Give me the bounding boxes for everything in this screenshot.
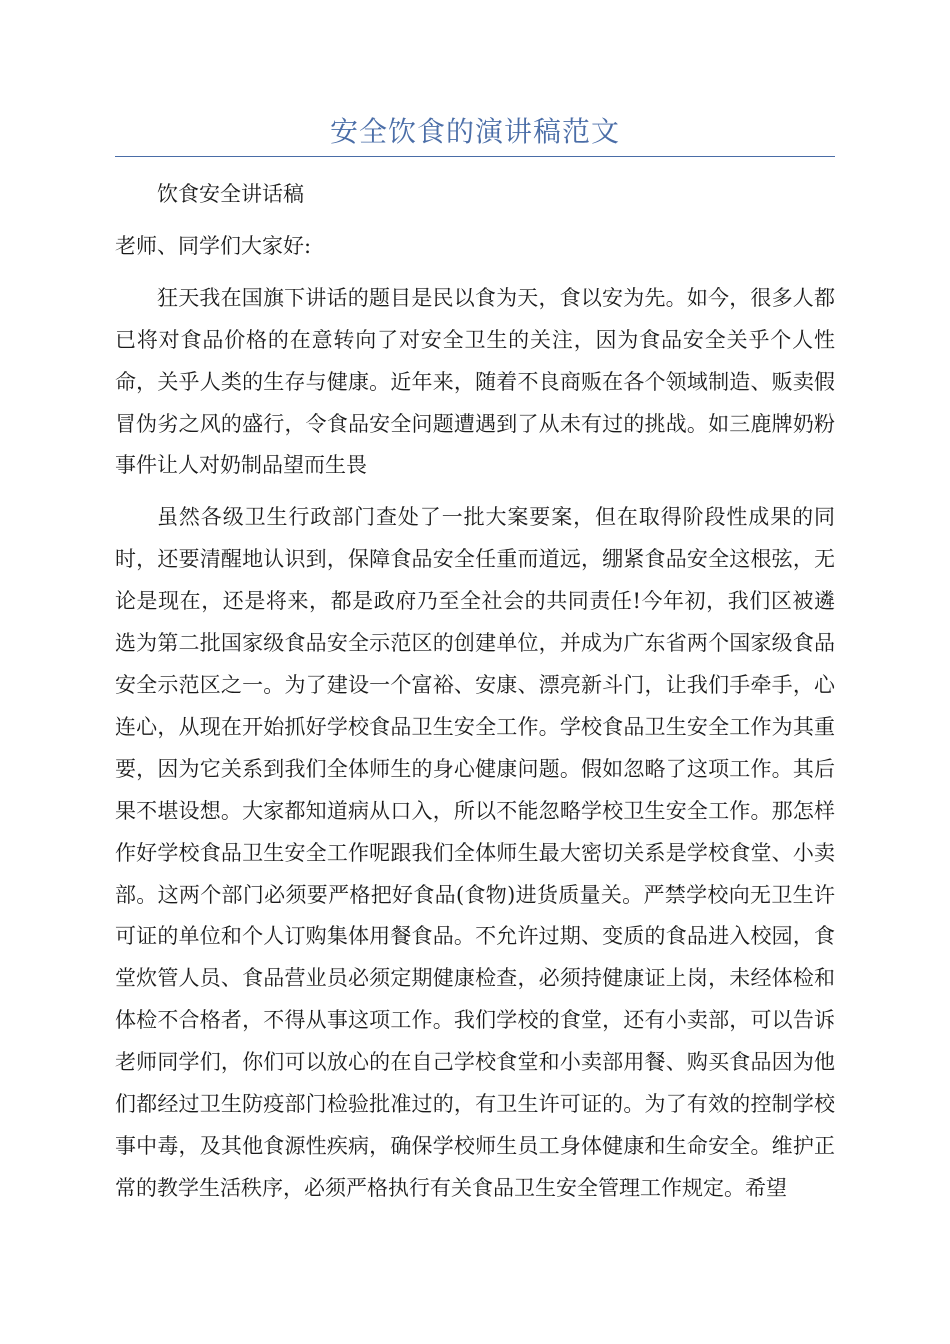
title-block bbox=[115, 112, 835, 157]
document-body bbox=[115, 174, 835, 1220]
page-title: 安全饮食的演讲稿范文 bbox=[329, 115, 620, 148]
paragraph-2: 虽然各级卫生行政部门查处了一批大案要案，但在取得阶段性成果的同时，还要清醒地认识到，保障食品安全任重而道远，绷紧食品安全这根弦，无论是现在，还是将来，都是政府乃至全社会的共同责任!今年初，我们区被遴选为第二批国家级食品安全示范区的创建单位，并成为广东省两个国家级食品安全示范区之一。为了建设一个富裕、安康、漂亮新斗门，让我们手牵手，心连心，从现在开始抓好学校食品卫生安全工作。学校食品卫生安全工作为其重要，因为它关系到我们全体师生的身心健康问题。假如忽略了这项工作。其后果不堪设想。大家都知道病从口入，所以不能忽略学校卫生安全工作。那怎样作好学校食品卫生安全工作呢跟我们全体师生最大密切关系是学校食堂、小卖部。这两个部门必须要严格把好食品(食物)进货质量关。严禁学校向无卫生许可证的单位和个人订购集体用餐食品。不允许过期、变质的食品进入校园，食堂炊管人员、食品营业员必须定期健康检查，必须持健康证上岗，未经体检和体检不合格者，不得从事这项工作。我们学校的食堂，还有小卖部，可以告诉老师同学们，你们可以放心的在自己学校食堂和小卖部用餐、购买食品因为他们都经过卫生防疫部门检验批准过的，有卫生许可证的。为了有效的控制学校事中毒，及其他食源性疾病，确保学校师生员工身体健康和生命安全。维护正常的教学生活秩序，必须严格执行有关食品卫生安全管理工作规定。希望 bbox=[115, 505, 835, 1200]
paragraph-1: 狂天我在国旗下讲话的题目是民以食为天，食以安为先。如今，很多人都已将对食品价格的在意转向了对安全卫生的关注，因为食品安全关乎个人性命，关乎人类的生存与健康。近年来，随着不良商贩在各个领域制造、贩卖假冒伪劣之风的盛行，令食品安全问题遭遇到了从未有过的挑战。如三鹿牌奶粉事件让人对奶制品望而生畏 bbox=[115, 285, 835, 478]
subtitle: 饮食安全讲话稿 bbox=[157, 182, 304, 206]
greeting: 老师、同学们大家好: bbox=[115, 233, 312, 258]
